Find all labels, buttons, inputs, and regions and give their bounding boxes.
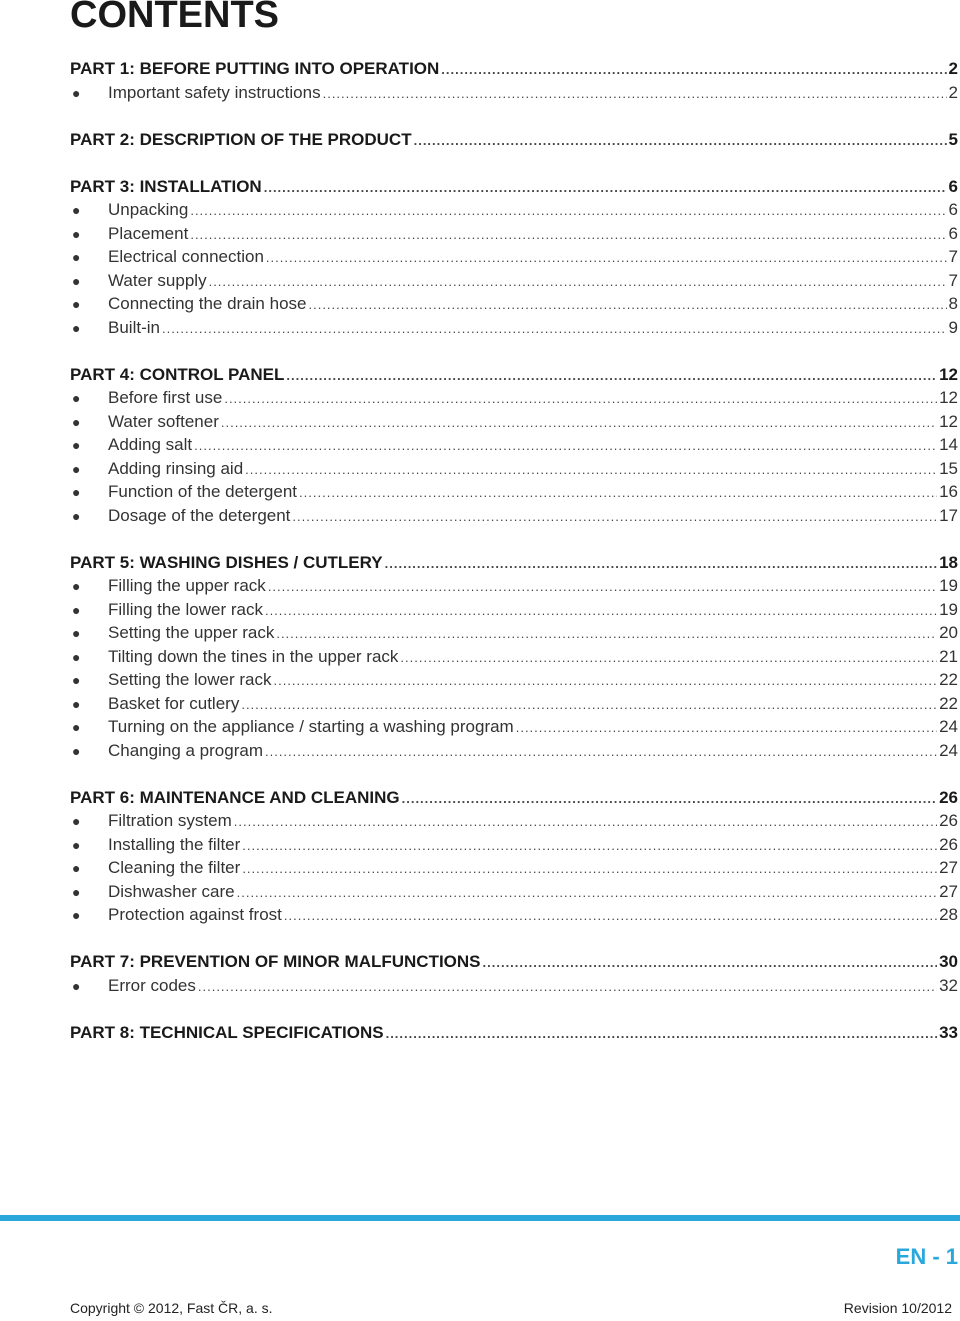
toc-label: Tilting down the tines in the upper rack (108, 646, 399, 666)
dot-leader (190, 199, 946, 223)
toc-page-number: 15 (939, 458, 958, 478)
toc-label: Connecting the drain hose (108, 294, 307, 313)
toc-label: Turning on the appliance / starting a washing program (108, 717, 514, 736)
toc-page-number: 8 (948, 294, 958, 313)
revision-value: 10/2012 (901, 1300, 952, 1316)
toc-part-heading[interactable] (70, 1021, 958, 1045)
toc-page-number: 27 (939, 858, 958, 877)
toc-item[interactable] (70, 715, 958, 739)
toc-label: Installing the filter (108, 834, 241, 854)
toc-label: Important safety instructions (108, 82, 321, 102)
toc-label: Built-in (108, 317, 160, 337)
toc-page-number: 17 (939, 505, 958, 525)
revision-info (844, 1300, 952, 1316)
toc-label: PART 3: INSTALLATION (70, 176, 262, 196)
copyright-notice: Copyright © 2012, Fast ČR, a. s. (70, 1300, 273, 1316)
toc-page-number: 7 (948, 270, 958, 290)
toc-label: Basket for cutlery (108, 693, 240, 713)
toc-spacer (70, 151, 958, 175)
toc-label: PART 5: WASHING DISHES / CUTLERY (70, 552, 383, 572)
toc-item[interactable] (70, 856, 958, 880)
bullet-icon: ● (72, 484, 81, 500)
toc-item[interactable] (70, 410, 958, 434)
toc-part-heading[interactable] (70, 950, 958, 974)
bullet-icon: ● (72, 460, 81, 477)
toc-page-number: 33 (939, 1022, 958, 1042)
bullet-icon: ● (72, 601, 81, 618)
toc-page-number: 12 (939, 364, 958, 384)
toc-page-number: 24 (939, 740, 958, 760)
toc-page-number: 16 (939, 482, 958, 501)
toc-page-number: 28 (939, 905, 958, 924)
dot-leader (265, 599, 937, 623)
toc-part-heading[interactable] (70, 128, 958, 152)
toc-item[interactable] (70, 692, 958, 716)
toc-item[interactable] (70, 645, 958, 669)
toc-page-number: 19 (939, 599, 958, 619)
revision-label: Revision (843, 1300, 898, 1316)
bullet-icon: ● (72, 249, 81, 265)
toc-item[interactable] (70, 621, 958, 645)
toc-page-number: 32 (939, 975, 958, 995)
toc-page-number: 2 (948, 59, 958, 78)
toc-label: Error codes (108, 975, 196, 995)
toc-spacer (70, 762, 958, 786)
toc-item[interactable] (70, 739, 958, 763)
dot-leader (441, 58, 946, 82)
dot-leader (264, 176, 947, 200)
toc-page-number: 12 (939, 388, 958, 407)
toc-item[interactable] (70, 668, 958, 692)
bullet-icon: ● (72, 625, 81, 641)
toc-item[interactable] (70, 504, 958, 528)
toc-part-heading[interactable] (70, 551, 958, 575)
dot-leader (286, 364, 937, 388)
dot-leader (242, 857, 937, 881)
dot-leader (284, 904, 937, 928)
footer-divider (0, 1215, 960, 1221)
toc-part-heading[interactable] (70, 786, 958, 810)
toc-page-number: 2 (948, 82, 958, 102)
toc-page-number: 21 (939, 646, 958, 666)
toc-label: Setting the upper rack (108, 623, 275, 642)
dot-leader (414, 129, 947, 153)
toc-label: Protection against frost (108, 905, 282, 924)
dot-leader (276, 622, 937, 646)
dot-leader (308, 293, 946, 317)
toc-item[interactable] (70, 292, 958, 316)
dot-leader (266, 246, 947, 270)
bullet-icon: ● (72, 578, 81, 594)
dot-leader (245, 458, 937, 482)
bullet-icon: ● (72, 742, 81, 759)
toc-page-number: 6 (948, 223, 958, 243)
bullet-icon: ● (72, 390, 81, 406)
toc-label: Adding salt (108, 435, 193, 454)
toc-item[interactable] (70, 81, 958, 105)
toc-part-heading[interactable] (70, 363, 958, 387)
bullet-icon: ● (72, 813, 81, 829)
dot-leader (299, 481, 937, 505)
toc-item[interactable] (70, 880, 958, 904)
dot-leader (194, 434, 937, 458)
dot-leader (483, 951, 938, 975)
toc-item[interactable] (70, 833, 958, 857)
toc-spacer (70, 104, 958, 128)
dot-leader (385, 552, 937, 576)
toc-part-heading[interactable] (70, 57, 958, 81)
toc-page-number: 6 (948, 176, 958, 196)
toc-page-number: 19 (939, 576, 958, 595)
bullet-icon: ● (72, 883, 81, 900)
dot-leader (265, 740, 937, 764)
dot-leader (323, 82, 947, 106)
dot-leader (516, 716, 937, 740)
dot-leader (198, 975, 937, 999)
dot-leader (273, 669, 937, 693)
dot-leader (224, 387, 937, 411)
toc-page-number: 12 (939, 411, 958, 431)
toc-item[interactable] (70, 974, 958, 998)
toc-label: Electrical connection (108, 247, 264, 266)
toc-spacer (70, 339, 958, 363)
bullet-icon: ● (72, 84, 81, 101)
dot-leader (209, 270, 947, 294)
page-number: EN - 1 (895, 1244, 958, 1269)
toc-item[interactable] (70, 386, 958, 410)
bullet-icon: ● (72, 860, 81, 876)
toc-item[interactable] (70, 480, 958, 504)
bullet-icon: ● (72, 672, 81, 688)
bullet-icon: ● (72, 413, 81, 430)
toc-page-number: 26 (939, 811, 958, 830)
toc-label: PART 8: TECHNICAL SPECIFICATIONS (70, 1022, 384, 1042)
toc-spacer (70, 927, 958, 951)
toc-item[interactable] (70, 809, 958, 833)
toc-label: Function of the detergent (108, 482, 298, 501)
page-title: CONTENTS (70, 0, 279, 36)
toc-label: Filling the lower rack (108, 599, 263, 619)
toc-page-number: 30 (939, 952, 958, 971)
toc-label: Filling the upper rack (108, 576, 266, 595)
table-of-contents (70, 57, 958, 1044)
toc-label: Before first use (108, 388, 223, 407)
toc-item[interactable] (70, 198, 958, 222)
toc-label: Unpacking (108, 200, 189, 219)
bullet-icon: ● (72, 719, 81, 735)
dot-leader (162, 317, 947, 341)
dot-leader (400, 646, 937, 670)
toc-label: Water softener (108, 411, 219, 431)
dot-leader (241, 693, 937, 717)
toc-label: Dishwasher care (108, 881, 235, 901)
toc-page-number: 22 (939, 670, 958, 689)
toc-item[interactable] (70, 222, 958, 246)
dot-leader (402, 787, 937, 811)
toc-label: Filtration system (108, 811, 232, 830)
toc-spacer (70, 527, 958, 551)
bullet-icon: ● (72, 202, 81, 218)
bullet-icon: ● (72, 225, 81, 242)
toc-item[interactable] (70, 903, 958, 927)
dot-leader (190, 223, 946, 247)
bullet-icon: ● (72, 296, 81, 312)
dot-leader (221, 411, 937, 435)
toc-label: PART 4: CONTROL PANEL (70, 364, 285, 384)
toc-page-number: 18 (939, 552, 958, 572)
toc-label: PART 1: BEFORE PUTTING INTO OPERATION (70, 59, 440, 78)
toc-page-number: 22 (939, 693, 958, 713)
bullet-icon: ● (72, 695, 81, 712)
toc-item[interactable] (70, 574, 958, 598)
toc-item[interactable] (70, 598, 958, 622)
toc-page-number: 5 (948, 129, 958, 149)
toc-label: Placement (108, 223, 189, 243)
toc-item[interactable] (70, 316, 958, 340)
toc-label: PART 6: MAINTENANCE AND CLEANING (70, 787, 400, 807)
bullet-icon: ● (72, 507, 81, 524)
bullet-icon: ● (72, 977, 81, 994)
dot-leader (242, 834, 937, 858)
toc-label: Adding rinsing aid (108, 458, 244, 478)
toc-page-number: 27 (939, 881, 958, 901)
bullet-icon: ● (72, 272, 81, 289)
toc-page-number: 26 (939, 787, 958, 807)
toc-part-heading[interactable] (70, 175, 958, 199)
toc-label: Dosage of the detergent (108, 505, 291, 525)
bullet-icon: ● (72, 836, 81, 853)
toc-item[interactable] (70, 269, 958, 293)
toc-item[interactable] (70, 457, 958, 481)
toc-label: Cleaning the filter (108, 858, 241, 877)
bullet-icon: ● (72, 319, 81, 336)
dot-leader (237, 881, 937, 905)
toc-page-number: 24 (939, 717, 958, 736)
toc-label: Water supply (108, 270, 207, 290)
toc-label: PART 2: DESCRIPTION OF THE PRODUCT (70, 129, 412, 149)
toc-label: Changing a program (108, 740, 263, 760)
bullet-icon: ● (72, 648, 81, 665)
dot-leader (234, 810, 937, 834)
dot-leader (386, 1022, 938, 1046)
toc-page-number: 26 (939, 834, 958, 854)
toc-spacer (70, 997, 958, 1021)
toc-label: Setting the lower rack (108, 670, 272, 689)
toc-item[interactable] (70, 245, 958, 269)
toc-page-number: 9 (948, 317, 958, 337)
toc-page-number: 14 (939, 435, 958, 454)
dot-leader (292, 505, 937, 529)
dot-leader (268, 575, 937, 599)
toc-item[interactable] (70, 433, 958, 457)
toc-page-number: 6 (948, 200, 958, 219)
toc-page-number: 20 (939, 623, 958, 642)
bullet-icon: ● (72, 437, 81, 453)
toc-label: PART 7: PREVENTION OF MINOR MALFUNCTIONS (70, 952, 481, 971)
toc-page-number: 7 (948, 247, 958, 266)
bullet-icon: ● (72, 907, 81, 923)
